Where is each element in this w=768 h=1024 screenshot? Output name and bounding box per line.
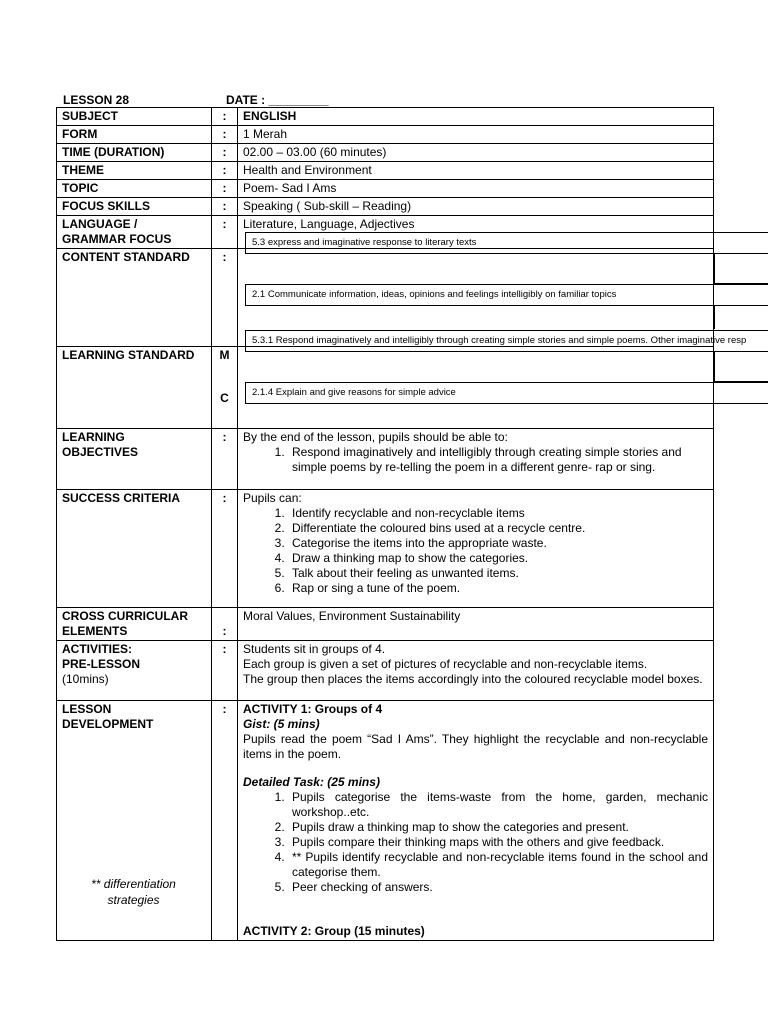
time-label: TIME (DURATION): [57, 144, 212, 162]
row-form: [57, 126, 714, 144]
success-item: 4. Draw a thinking map to show the categories.: [288, 551, 708, 566]
success-item: 1. Identify recyclable and non-recyclable items: [288, 506, 708, 521]
subject-value: ENGLISH: [238, 108, 714, 126]
objectives-intro: By the end of the lesson, pupils should be able to:: [243, 430, 508, 444]
development-label-line1: LESSON: [62, 702, 112, 716]
gist-heading: Gist: (5 mins): [243, 717, 320, 731]
gist-text: Pupils read the poem “Sad I Ams”. They highlight the recyclable and non-recyclable items in the poem.: [243, 732, 708, 761]
colon: :: [212, 216, 238, 249]
row-focus-skills: [57, 198, 714, 216]
activities-line: Each group is given a set of pictures of recyclable and non-recyclable items.: [243, 657, 648, 671]
activities-label-line1: ACTIVITIES:: [62, 642, 133, 656]
row-time: [57, 144, 714, 162]
success-item: 3. Categorise the items into the appropriate waste.: [288, 536, 708, 551]
lesson-number: LESSON 28: [63, 93, 130, 107]
learning-standard-box-1: 5.3.1 Respond imaginatively and intelligibly through creating simple stories and simple poems. Other imaginative resp: [245, 330, 768, 352]
task-item: 3. Pupils compare their thinking maps with the others and give feedback.: [288, 835, 708, 850]
objective-item: 1. Respond imaginatively and intelligibly through creating simple stories and simple poems by re-telling the poem in a different genre- rap or sing.: [288, 445, 708, 475]
success-cell: [238, 490, 714, 608]
activities-label-line3: (10mins): [62, 672, 109, 686]
task-item: 1. Pupils categorise the items-waste from the home, garden, mechanic workshop..etc.: [288, 790, 708, 820]
theme-label: THEME: [57, 162, 212, 180]
cross-label: [57, 608, 212, 641]
learning-standard-box-2: 2.1.4 Explain and give reasons for simple advice: [245, 382, 768, 404]
row-subject: [57, 108, 714, 126]
row-topic: [57, 180, 714, 198]
language-value: Literature, Language, Adjectives: [238, 216, 714, 249]
activities-cell: [238, 641, 714, 701]
row-objectives: [57, 429, 714, 490]
row-theme: [57, 162, 714, 180]
content-standard-box-1: 5.3 express and imaginative response to literary texts: [245, 232, 768, 254]
topic-value: Poem- Sad I Ams: [238, 180, 714, 198]
colon: :: [212, 180, 238, 198]
activities-label-line2: PRE-LESSON: [62, 657, 141, 671]
lesson-date: DATE : _________: [226, 93, 329, 107]
colon: :: [222, 624, 227, 638]
colon: :: [212, 108, 238, 126]
activities-line: The group then places the items accordingly into the coloured recyclable model boxes.: [243, 672, 703, 686]
cross-label-line2: ELEMENTS: [62, 624, 128, 638]
content-divider-2: [714, 305, 715, 329]
learning-divider: [714, 351, 715, 381]
success-list: [243, 506, 708, 596]
colon: :: [212, 126, 238, 144]
row-success-criteria: [57, 490, 714, 608]
content-standard-box-2: 2.1 Communicate information, ideas, opinions and feelings intelligibly on familiar topics: [245, 284, 768, 306]
time-value: 02.00 – 03.00 (60 minutes): [238, 144, 714, 162]
objectives-list: [243, 445, 708, 475]
colon: :: [212, 198, 238, 216]
content-standard-label: CONTENT STANDARD: [57, 249, 212, 347]
language-label-line1: LANGUAGE /: [62, 217, 138, 231]
colon: :: [212, 429, 238, 490]
differentiation-line2: strategies: [107, 893, 160, 907]
success-item: 2. Differentiate the coloured bins used at a recycle centre.: [288, 521, 708, 536]
activities-label: [57, 641, 212, 701]
colon: :: [212, 162, 238, 180]
colon: :: [212, 249, 238, 347]
objectives-label-line1: LEARNING: [62, 430, 125, 444]
activity1-heading: ACTIVITY 1: Groups of 4: [243, 702, 383, 716]
subject-label: SUBJECT: [57, 108, 212, 126]
learning-standard-mc: [212, 347, 238, 429]
language-label-line2: GRAMMAR FOCUS: [62, 232, 172, 246]
learning-standard-c: C: [220, 391, 229, 405]
development-label-line2: DEVELOPMENT: [62, 717, 154, 731]
theme-value: Health and Environment: [238, 162, 714, 180]
task-item: 4. ** Pupils identify recyclable and non-recyclable items found in the school and categorise them.: [288, 850, 708, 880]
form-value: 1 Merah: [238, 126, 714, 144]
row-cross-curricular: [57, 608, 714, 641]
colon: :: [212, 701, 238, 941]
success-label: SUCCESS CRITERIA: [57, 490, 212, 608]
differentiation-note: [56, 876, 211, 908]
focus-label: FOCUS SKILLS: [57, 198, 212, 216]
colon: :: [212, 490, 238, 608]
task-item: 2. Pupils draw a thinking map to show the categories and present.: [288, 820, 708, 835]
detailed-task-heading: Detailed Task: (25 mins): [243, 775, 380, 789]
colon: :: [212, 144, 238, 162]
cross-value: Moral Values, Environment Sustainability: [238, 608, 714, 641]
development-cell: [238, 701, 714, 941]
colon-cell: [212, 608, 238, 641]
colon: :: [212, 641, 238, 701]
objectives-cell: [238, 429, 714, 490]
success-item: 5. Talk about their feeling as unwanted items.: [288, 566, 708, 581]
objectives-label: [57, 429, 212, 490]
form-label: FORM: [57, 126, 212, 144]
success-item: 6. Rap or sing a tune of the poem.: [288, 581, 708, 596]
activity2-heading: ACTIVITY 2: Group (15 minutes): [243, 924, 425, 938]
focus-value: Speaking ( Sub-skill – Reading): [238, 198, 714, 216]
topic-label: TOPIC: [57, 180, 212, 198]
success-intro: Pupils can:: [243, 491, 302, 505]
objectives-label-line2: OBJECTIVES: [62, 445, 139, 459]
row-activities: [57, 641, 714, 701]
language-label: [57, 216, 212, 249]
activities-line: Students sit in groups of 4.: [243, 642, 386, 656]
cross-label-line1: CROSS CURRICULAR: [62, 609, 188, 623]
detailed-task-list: [243, 790, 708, 895]
task-item: 5. Peer checking of answers.: [288, 880, 708, 895]
learning-standard-label: LEARNING STANDARD: [57, 347, 212, 429]
content-divider: [714, 253, 715, 283]
differentiation-line1: ** differentiation: [91, 877, 176, 891]
learning-standard-m: M: [219, 348, 230, 362]
